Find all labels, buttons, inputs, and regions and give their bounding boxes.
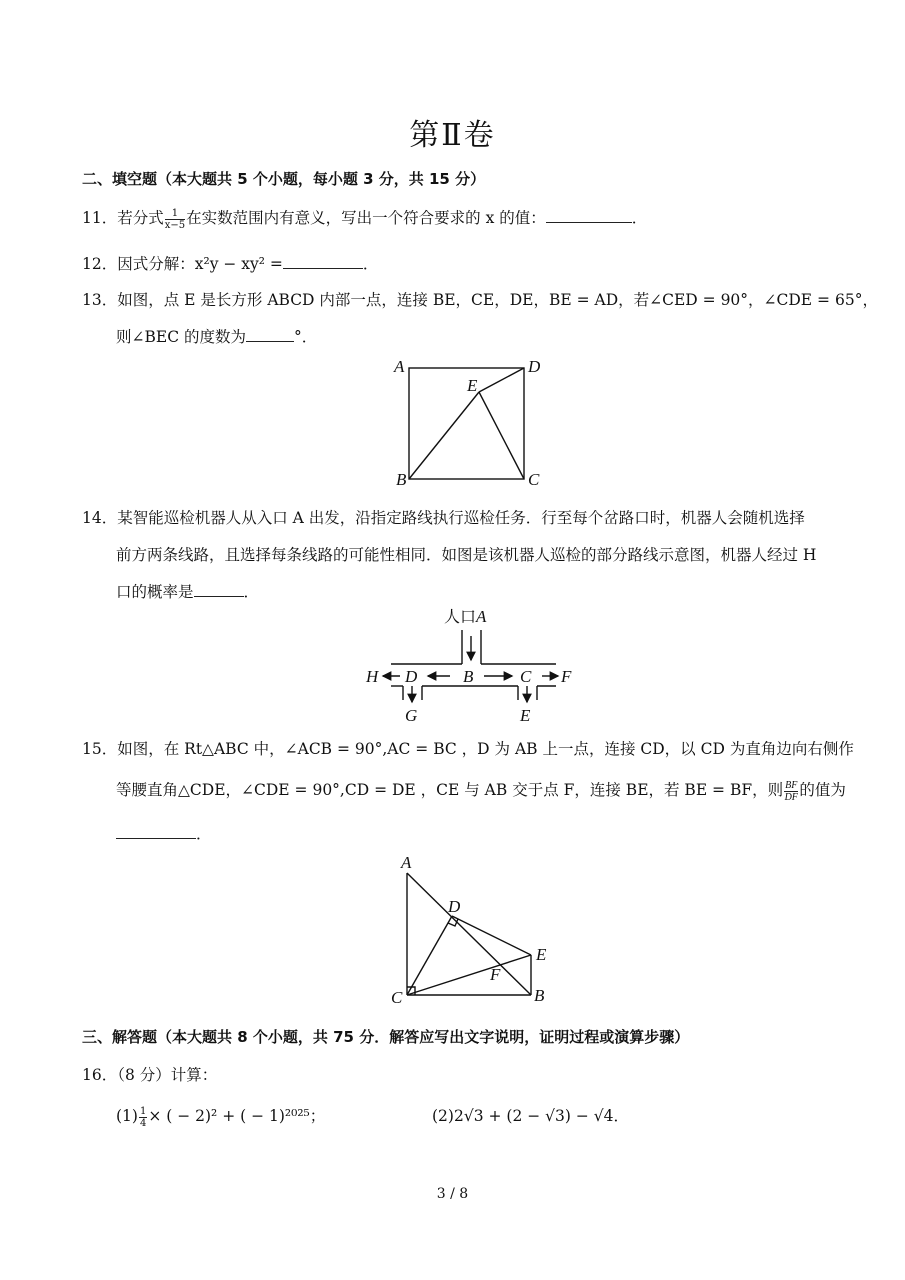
label-d: D bbox=[405, 667, 418, 686]
label-f: F bbox=[561, 667, 572, 686]
question-16 bbox=[82, 1063, 217, 1085]
page-number: 3 / 8 bbox=[436, 1186, 469, 1202]
question-number: 13． bbox=[82, 291, 118, 309]
question-text: （8 分）计算： bbox=[117, 1066, 218, 1084]
label-c: C bbox=[528, 470, 540, 489]
section-heading-answers: 三、解答题（本大题共 8 个小题，共 75 分．解答应写出文字说明，证明过程或演算步骤） bbox=[82, 1028, 690, 1046]
fraction-numerator: 1 bbox=[139, 1105, 147, 1117]
question-number: 15． bbox=[82, 740, 118, 758]
expression: × ( − 2)² + ( − 1)²⁰²⁵； bbox=[148, 1107, 326, 1125]
label-b: B bbox=[534, 986, 545, 1005]
question-text: 某智能巡检机器人从入口 A 出发，沿指定路线执行巡检任务．行至每个岔路口时，机器人会随机选择 bbox=[117, 509, 805, 527]
part-label: (1) bbox=[116, 1107, 138, 1125]
label-c: C bbox=[520, 667, 532, 686]
label-e: E bbox=[467, 376, 478, 395]
question-text: 则∠BEC 的度数为 bbox=[116, 328, 246, 346]
fraction-denominator: DF bbox=[784, 791, 798, 803]
label-f: F bbox=[490, 965, 501, 984]
section-heading-fill-blank: 二、填空题（本大题共 5 个小题，每小题 3 分，共 15 分） bbox=[82, 170, 486, 188]
question-16-part-2: (2)2√3 + (2 − √3) − √4． bbox=[432, 1107, 630, 1125]
question-number: 12． bbox=[82, 255, 118, 273]
page-title: 第Ⅱ卷 bbox=[409, 118, 496, 153]
question-number: 11． bbox=[82, 209, 118, 227]
label-a: A bbox=[476, 607, 487, 626]
label-e: E bbox=[520, 706, 531, 725]
fraction bbox=[139, 1106, 147, 1129]
label-a: A bbox=[394, 357, 405, 376]
question-text: 口的概率是 bbox=[116, 583, 194, 601]
label-c: C bbox=[391, 988, 403, 1007]
fraction-denominator: x−5 bbox=[164, 219, 186, 231]
label-a: A bbox=[401, 853, 412, 872]
question-text: 等腰直角△CDE，∠CDE = 90°,CD = DE ，CE 与 AB 交于点 F，连接 BE，若 BE = BF，则 bbox=[116, 781, 784, 799]
question-text: 因式分解：x²y − xy² = bbox=[117, 255, 283, 273]
question-end: ． bbox=[243, 583, 260, 601]
segment-de bbox=[452, 916, 531, 955]
label-e: E bbox=[536, 945, 547, 964]
question-number: 16． bbox=[82, 1066, 118, 1084]
label-entrance: 人口 bbox=[444, 609, 477, 626]
question-text: 如图，点 E 是长方形 ABCD 内部一点，连接 BE，CE，DE，BE = AD，若∠CED = 90°，∠CDE = 65°， bbox=[117, 291, 878, 309]
question-end: ． bbox=[362, 255, 379, 273]
fraction-numerator: BF bbox=[785, 779, 798, 791]
question-end: ． bbox=[631, 209, 648, 227]
label-g: G bbox=[405, 706, 418, 725]
label-b: B bbox=[463, 667, 474, 686]
question-text: 在实数范围内有意义，写出一个符合要求的 x 的值： bbox=[186, 209, 546, 227]
label-d: D bbox=[528, 357, 541, 376]
question-text: 的值为 bbox=[799, 781, 846, 799]
question-text: 如图，在 Rt△ABC 中，∠ACB = 90°,AC = BC ，D 为 AB 上一点，连接 CD，以 CD 为直角边向右侧作 bbox=[117, 740, 854, 758]
question-14-line-2: 前方两条线路，且选择每条线路的可能性相同．如图是该机器人巡检的部分路线示意图，机器人经过 H bbox=[116, 546, 817, 564]
question-end: °． bbox=[293, 328, 318, 346]
segment-ab bbox=[407, 873, 531, 995]
label-b: B bbox=[396, 470, 407, 489]
fraction-numerator: 1 bbox=[165, 208, 185, 220]
question-end: ． bbox=[196, 825, 212, 843]
label-d: D bbox=[448, 897, 461, 916]
question-number: 14． bbox=[82, 509, 118, 527]
label-h: H bbox=[366, 667, 379, 686]
question-text: 若分式 bbox=[117, 209, 164, 227]
question-16-part-1 bbox=[116, 1104, 325, 1129]
fraction-denominator: 4 bbox=[139, 1117, 147, 1129]
